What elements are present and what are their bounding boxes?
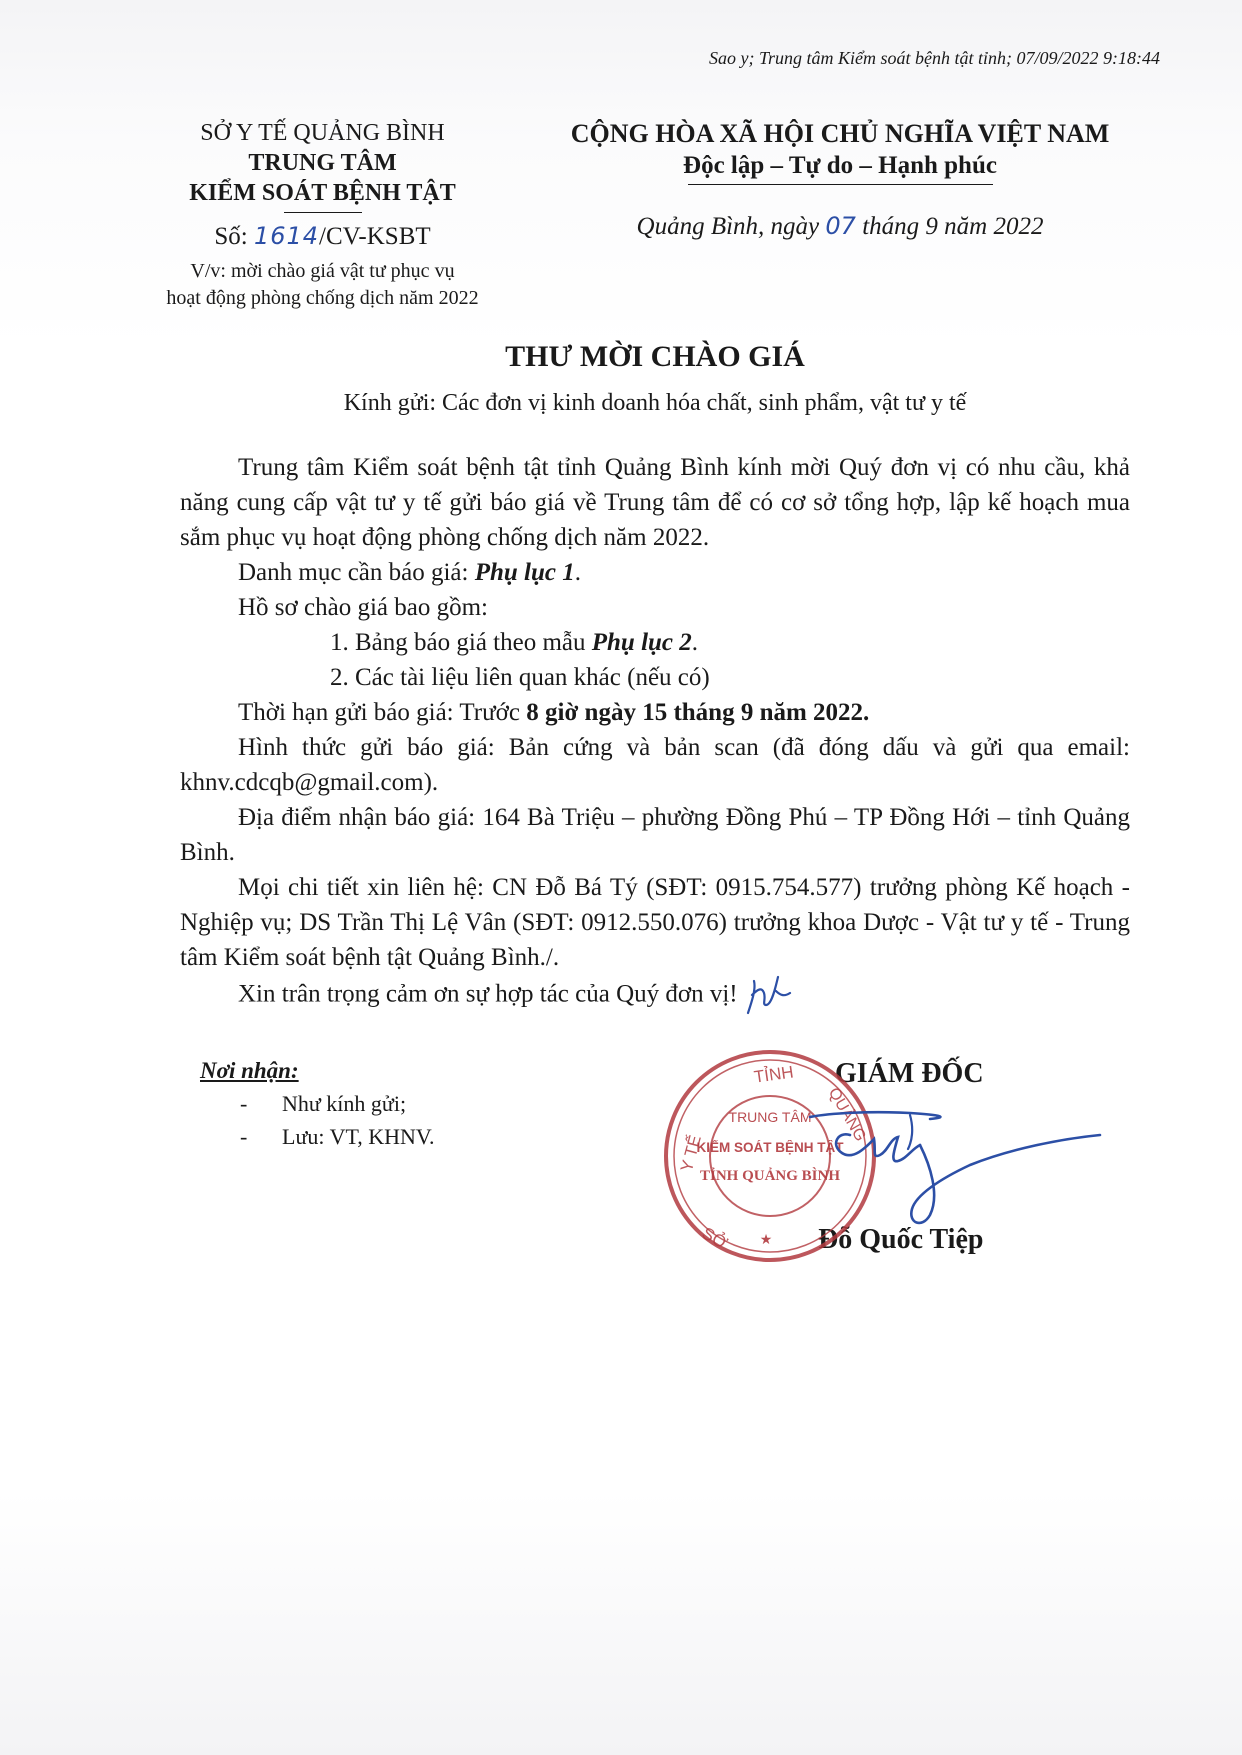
initials-mark [742, 975, 792, 1017]
recipient-item-text: Lưu: VT, KHNV. [282, 1124, 435, 1149]
nation-name: CỘNG HÒA XÃ HỘI CHỦ NGHĨA VIỆT NAM [570, 119, 1110, 148]
date-prefix: Quảng Bình, ngày [636, 213, 820, 240]
motto: Độc lập – Tự do – Hạnh phúc [683, 152, 997, 179]
seal-bottom-text: SỞ [698, 1223, 731, 1253]
number-prefix: Số: [214, 223, 248, 250]
seal-star-icon: ★ [759, 1232, 773, 1248]
recipient-item: - Lưu: VT, KHNV. [200, 1120, 560, 1153]
deadline-line [180, 695, 1130, 730]
seal-line2: KIỂM SOÁT BỆNH TẬT [696, 1140, 844, 1155]
national-header [540, 118, 1140, 185]
agency-name: SỞ Y TẾ QUẢNG BÌNH [200, 120, 445, 146]
intro-paragraph: Trung tâm Kiểm soát bệnh tật tỉnh Quảng Bình kính mời Quý đơn vị có nhu cầu, khả năng cung cấp vật tư y tế gửi báo giá về Trung tâm để có cơ sở tổng hợp, lập kế hoạch mua sắm phục vụ hoạt động phòng chống dịch năm 2022. [180, 454, 1130, 551]
recipient-item: - Như kính gửi; [200, 1087, 560, 1120]
contact-paragraph: Mọi chi tiết xin liên hệ: CN Đỗ Bá Tý (SĐT: 0915.754.577) trưởng phòng Kế hoạch - Nghiệp vụ; DS Trần Thị Lệ Vân (SĐT: 0912.550.076) trưởng khoa Dược - Vật tư y tế - Trung tâm Kiểm soát bệnh tật Quảng Bình./. [180, 874, 1130, 971]
subject [130, 258, 515, 312]
recipient-line: Kính gửi: Các đơn vị kinh doanh hóa chất, sinh phẩm, vật tư y tế [343, 390, 967, 416]
recipients-block [200, 1054, 560, 1153]
seal-right-text: QUẢNG [824, 1085, 869, 1145]
seal-line3: TỈNH QUẢNG BÌNH [699, 1168, 841, 1184]
handwritten-signature [790, 1105, 1110, 1235]
handwritten-day: 07 [825, 212, 856, 240]
catalog-line [180, 555, 1130, 590]
subject-line2: hoạt động phòng chống dịch năm 2022 [166, 287, 479, 309]
recipients-heading: Nơi nhận: [200, 1058, 299, 1083]
seal-line1: TRUNG TÂM [728, 1109, 812, 1125]
signer-title: GIÁM ĐỐC [835, 1058, 984, 1089]
location-paragraph: Địa điểm nhận báo giá: 164 Bà Triệu – phường Đồng Phú – TP Đồng Hới – tỉnh Quảng Bình. [180, 804, 1130, 866]
handwritten-number: 1614 [253, 222, 320, 250]
catalog-end: . [574, 559, 581, 586]
method-paragraph: Hình thức gửi báo giá: Bản cứng và bản scan (đã đóng dấu và gửi qua email: khnv.cdcqb@gmail.com). [180, 734, 1130, 796]
item1-end: . [691, 629, 699, 656]
deadline-value: 8 giờ ngày 15 tháng 9 năm 2022. [526, 699, 870, 726]
document-title: THƯ MỜI CHÀO GIÁ [505, 340, 805, 373]
motto-rule [688, 184, 993, 185]
issuer-header [130, 118, 515, 312]
signer-name: Đỗ Quốc Tiệp [818, 1224, 984, 1255]
date-suffix: tháng 9 năm 2022 [862, 213, 1044, 240]
catalog-ref: Phụ lục 1 [474, 559, 575, 586]
item1-ref: Phụ lục 2 [591, 629, 692, 656]
copy-stamp: Sao y; Trung tâm Kiểm soát bệnh tật tỉnh; 07/09/2022 9:18:44 [709, 48, 1160, 68]
seal-top-text: TỈNH [752, 1062, 795, 1087]
dossier-item-1 [180, 625, 1130, 660]
dossier-item-2: 2. Các tài liệu liên quan khác (nếu có) [330, 664, 710, 691]
catalog-label: Danh mục cần báo giá: [238, 559, 475, 586]
place-date [540, 212, 1140, 241]
dossier-intro: Hồ sơ chào giá bao gồm: [238, 594, 488, 621]
subject-line1: V/v: mời chào giá vật tư phục vụ [190, 260, 455, 282]
header-rule [284, 212, 362, 213]
deadline-label: Thời hạn gửi báo giá: Trước [238, 699, 527, 726]
unit-name-line2: KIỂM SOÁT BỆNH TẬT [189, 180, 456, 206]
document-number [130, 221, 515, 252]
unit-name-line1: TRUNG TÂM [248, 150, 397, 176]
recipient-item-text: Như kính gửi; [282, 1091, 407, 1116]
thanks-text: Xin trân trọng cảm ơn sự hợp tác của Quý đơn vị! [238, 980, 738, 1008]
item1-text: 1. Bảng báo giá theo mẫu [330, 629, 592, 656]
number-suffix: /CV-KSBT [319, 223, 431, 250]
thanks-line [180, 975, 1130, 1017]
letter-body [180, 450, 1130, 1017]
seal-left-text: Y TẾ [676, 1133, 705, 1174]
